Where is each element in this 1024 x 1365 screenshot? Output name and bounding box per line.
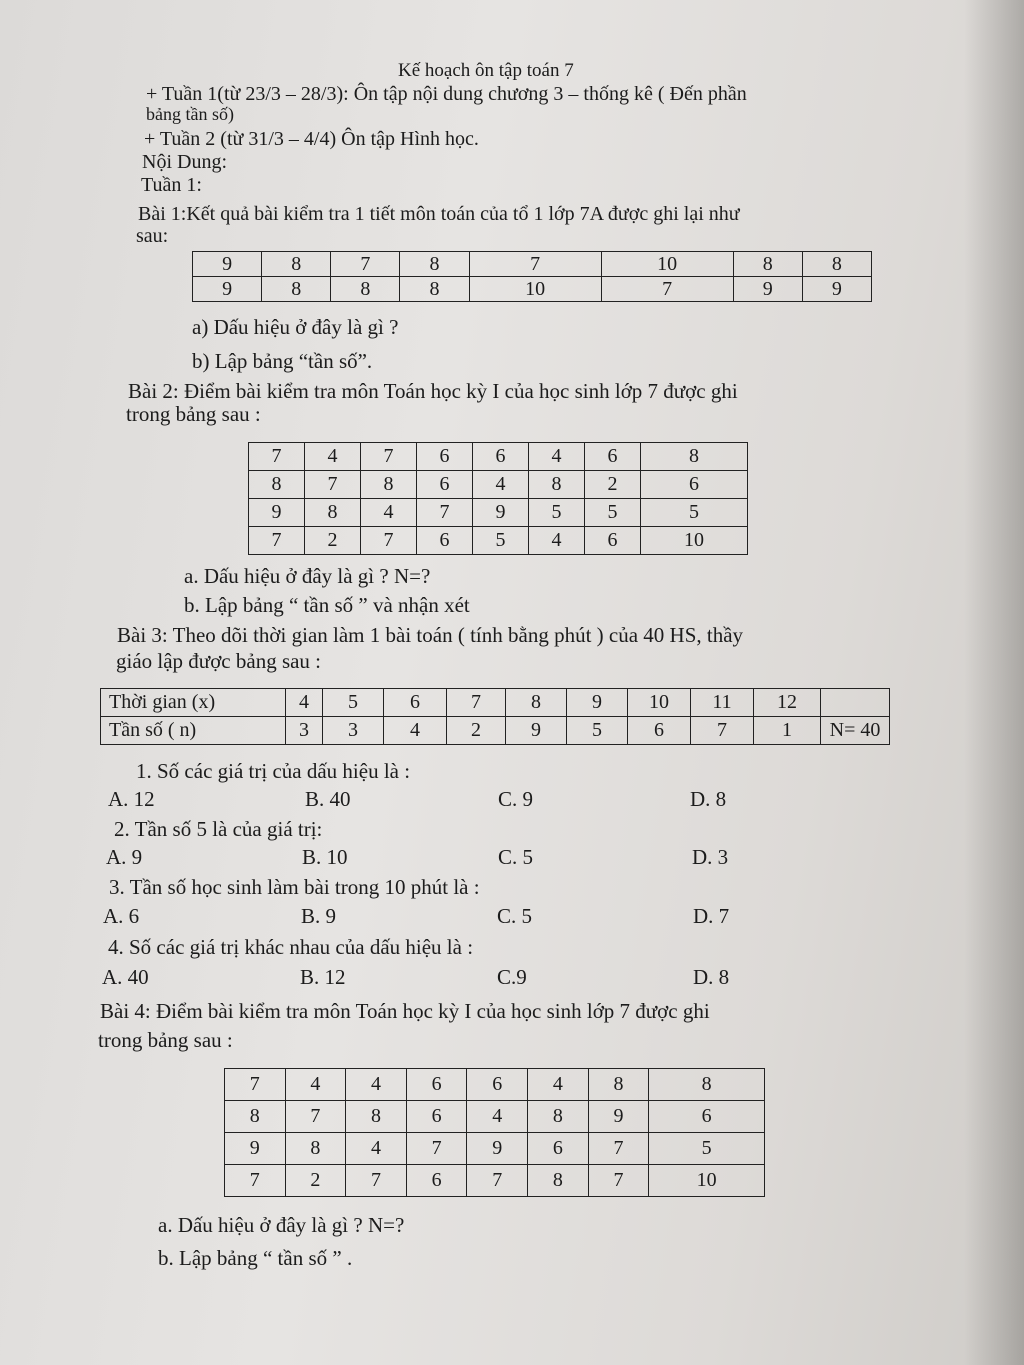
table-cell: 1 [754, 717, 821, 745]
table-cell: 8 [262, 252, 331, 277]
table-cell: 10 [601, 252, 733, 277]
table-cell: 10 [469, 277, 601, 302]
table-cell: 9 [193, 252, 262, 277]
table-cell: 7 [346, 1165, 407, 1197]
table-cell: 8 [225, 1101, 286, 1133]
answer-option-d: D. 3 [692, 845, 729, 869]
table-cell: 4 [529, 527, 585, 555]
table-cell: 7 [406, 1133, 467, 1165]
answer-option-a: A. 6 [103, 904, 140, 928]
table-cell [821, 689, 890, 717]
table-row [249, 443, 748, 471]
table-cell: 6 [641, 471, 748, 499]
bai2-text-1: Bài 2: Điểm bài kiểm tra môn Toán học kỳ I của học sinh lớp 7 được ghi [128, 379, 738, 403]
table-cell: 7 [417, 499, 473, 527]
bai3-table [100, 688, 890, 745]
table-cell: 7 [601, 277, 733, 302]
table-cell: 7 [361, 527, 417, 555]
table-row [249, 471, 748, 499]
table-cell: 8 [733, 252, 802, 277]
table-cell: 8 [649, 1069, 765, 1101]
table-cell: 6 [528, 1133, 589, 1165]
table-row [249, 499, 748, 527]
table-cell: 9 [249, 499, 305, 527]
table-cell: 2 [305, 527, 361, 555]
table-cell: 12 [754, 689, 821, 717]
bai1-question-a: a) Dấu hiệu ở đây là gì ? [192, 315, 399, 339]
question-text: 1. Số các giá trị của dấu hiệu là : [136, 759, 411, 783]
table-row [101, 717, 890, 745]
answer-option-c: C. 9 [498, 787, 534, 811]
table-cell: 2 [285, 1165, 346, 1197]
table-cell: 8 [262, 277, 331, 302]
plan-line-3: + Tuần 2 (từ 31/3 – 4/4) Ôn tập Hình học. [144, 128, 479, 150]
table-cell: 7 [447, 689, 506, 717]
answer-option-a: A. 40 [102, 965, 149, 989]
table-cell: 5 [649, 1133, 765, 1165]
table-cell: 8 [529, 471, 585, 499]
table-cell: 8 [361, 471, 417, 499]
table-cell: 7 [249, 443, 305, 471]
bai4-question-b: b. Lập bảng “ tần số ” . [158, 1246, 353, 1270]
table-cell: 7 [467, 1165, 528, 1197]
table-row [225, 1069, 765, 1101]
paper-shadow [964, 0, 1024, 1365]
table-cell: 8 [506, 689, 567, 717]
answer-option-c: C. 5 [497, 904, 533, 928]
table-cell: 7 [331, 252, 400, 277]
table-cell: 6 [417, 443, 473, 471]
table-cell: 9 [733, 277, 802, 302]
table-cell: 3 [323, 717, 384, 745]
table-row [225, 1133, 765, 1165]
bai3-text-1: Bài 3: Theo dõi thời gian làm 1 bài toán ( tính bằng phút ) của 40 HS, thầy [117, 623, 744, 647]
answer-option-d: D. 8 [693, 965, 730, 989]
table-cell: 8 [802, 252, 871, 277]
table-cell: 8 [400, 277, 469, 302]
table-cell: 10 [649, 1165, 765, 1197]
table-cell: 8 [641, 443, 748, 471]
answer-option-d: D. 7 [693, 904, 730, 928]
question-text: 2. Tần số 5 là của giá trị: [114, 817, 323, 841]
bai4-question-a: a. Dấu hiệu ở đây là gì ? N=? [158, 1213, 405, 1237]
table-cell: 9 [506, 717, 567, 745]
table-cell: 6 [585, 527, 641, 555]
bai3-text-2: giáo lập được bảng sau : [116, 649, 322, 673]
table-cell: 4 [467, 1101, 528, 1133]
bai4-table [224, 1068, 765, 1197]
table-cell: 8 [528, 1165, 589, 1197]
table-cell: 5 [529, 499, 585, 527]
bai1-table [192, 251, 872, 302]
table-cell: 4 [285, 1069, 346, 1101]
table-cell: 6 [406, 1165, 467, 1197]
table-cell: 9 [588, 1101, 649, 1133]
question-text: 4. Số các giá trị khác nhau của dấu hiệu là : [108, 935, 474, 959]
bai1-question-b: b) Lập bảng “tần số”. [192, 349, 373, 373]
answer-option-d: D. 8 [690, 787, 727, 811]
table-cell: 7 [469, 252, 601, 277]
bai2-table [248, 442, 748, 555]
table-row [249, 527, 748, 555]
table-cell: 8 [249, 471, 305, 499]
table-cell: Thời gian (x) [101, 689, 286, 717]
table-cell: 8 [305, 499, 361, 527]
table-cell: N= 40 [821, 717, 890, 745]
table-cell: 8 [331, 277, 400, 302]
table-cell: 8 [528, 1101, 589, 1133]
table-cell: 7 [588, 1133, 649, 1165]
table-cell: 4 [286, 689, 323, 717]
table-cell: 6 [417, 527, 473, 555]
table-cell: 6 [473, 443, 529, 471]
plan-line-2: bảng tần số) [146, 104, 234, 124]
table-cell: 9 [567, 689, 628, 717]
table-row [225, 1101, 765, 1133]
answer-option-c: C. 5 [498, 845, 534, 869]
bai2-question-b: b. Lập bảng “ tần số ” và nhận xét [184, 593, 470, 617]
bai1-text-1: Bài 1:Kết quả bài kiểm tra 1 tiết môn toán của tổ 1 lớp 7A được ghi lại như [138, 203, 740, 225]
table-cell: 7 [588, 1165, 649, 1197]
table-cell: 6 [628, 717, 691, 745]
table-cell: 5 [641, 499, 748, 527]
table-cell: 5 [567, 717, 628, 745]
table-cell: 5 [585, 499, 641, 527]
answer-option-b: B. 12 [300, 965, 346, 989]
table-cell: 7 [225, 1165, 286, 1197]
bai1-text-2: sau: [136, 225, 169, 247]
table-cell: 7 [249, 527, 305, 555]
plan-line-1: + Tuần 1(từ 23/3 – 28/3): Ôn tập nội dung chương 3 – thống kê ( Đến phần [146, 83, 747, 105]
table-cell: 9 [802, 277, 871, 302]
table-cell: 11 [691, 689, 754, 717]
table-cell: 6 [384, 689, 447, 717]
table-cell: 10 [641, 527, 748, 555]
table-cell: 9 [473, 499, 529, 527]
table-cell: 8 [285, 1133, 346, 1165]
table-row [225, 1165, 765, 1197]
table-cell: 9 [193, 277, 262, 302]
table-cell: 4 [473, 471, 529, 499]
table-cell: Tần số ( n) [101, 717, 286, 745]
table-cell: 6 [649, 1101, 765, 1133]
table-cell: 7 [285, 1101, 346, 1133]
table-cell: 5 [323, 689, 384, 717]
table-row [193, 252, 872, 277]
answer-option-b: B. 40 [305, 787, 351, 811]
table-cell: 6 [417, 471, 473, 499]
page-title: Kế hoạch ôn tập toán 7 [398, 60, 574, 81]
question-text: 3. Tần số học sinh làm bài trong 10 phút là : [109, 875, 480, 899]
table-cell: 6 [585, 443, 641, 471]
table-cell: 3 [286, 717, 323, 745]
table-cell: 4 [528, 1069, 589, 1101]
table-row [193, 277, 872, 302]
answer-option-a: A. 9 [106, 845, 143, 869]
bai4-text-1: Bài 4: Điểm bài kiểm tra môn Toán học kỳ I của học sinh lớp 7 được ghi [100, 999, 710, 1023]
bai4-text-2: trong bảng sau : [98, 1028, 233, 1052]
table-cell: 4 [346, 1069, 407, 1101]
answer-option-c: C.9 [497, 965, 527, 989]
content-label: Nội Dung: [142, 151, 227, 173]
table-cell: 2 [585, 471, 641, 499]
table-cell: 8 [400, 252, 469, 277]
table-cell: 7 [225, 1069, 286, 1101]
answer-option-b: B. 9 [301, 904, 337, 928]
table-cell: 7 [305, 471, 361, 499]
table-cell: 2 [447, 717, 506, 745]
table-cell: 8 [346, 1101, 407, 1133]
table-cell: 4 [384, 717, 447, 745]
table-cell: 9 [225, 1133, 286, 1165]
bai2-question-a: a. Dấu hiệu ở đây là gì ? N=? [184, 564, 431, 588]
week1-label: Tuần 1: [141, 174, 202, 196]
table-cell: 7 [691, 717, 754, 745]
table-cell: 6 [467, 1069, 528, 1101]
table-cell: 10 [628, 689, 691, 717]
table-cell: 6 [406, 1101, 467, 1133]
table-cell: 6 [406, 1069, 467, 1101]
table-cell: 8 [588, 1069, 649, 1101]
answer-option-a: A. 12 [108, 787, 155, 811]
table-cell: 4 [346, 1133, 407, 1165]
table-cell: 9 [467, 1133, 528, 1165]
table-cell: 7 [361, 443, 417, 471]
table-cell: 4 [529, 443, 585, 471]
table-cell: 4 [361, 499, 417, 527]
table-cell: 5 [473, 527, 529, 555]
table-cell: 4 [305, 443, 361, 471]
answer-option-b: B. 10 [302, 845, 348, 869]
table-row [101, 689, 890, 717]
bai2-text-2: trong bảng sau : [126, 402, 261, 426]
